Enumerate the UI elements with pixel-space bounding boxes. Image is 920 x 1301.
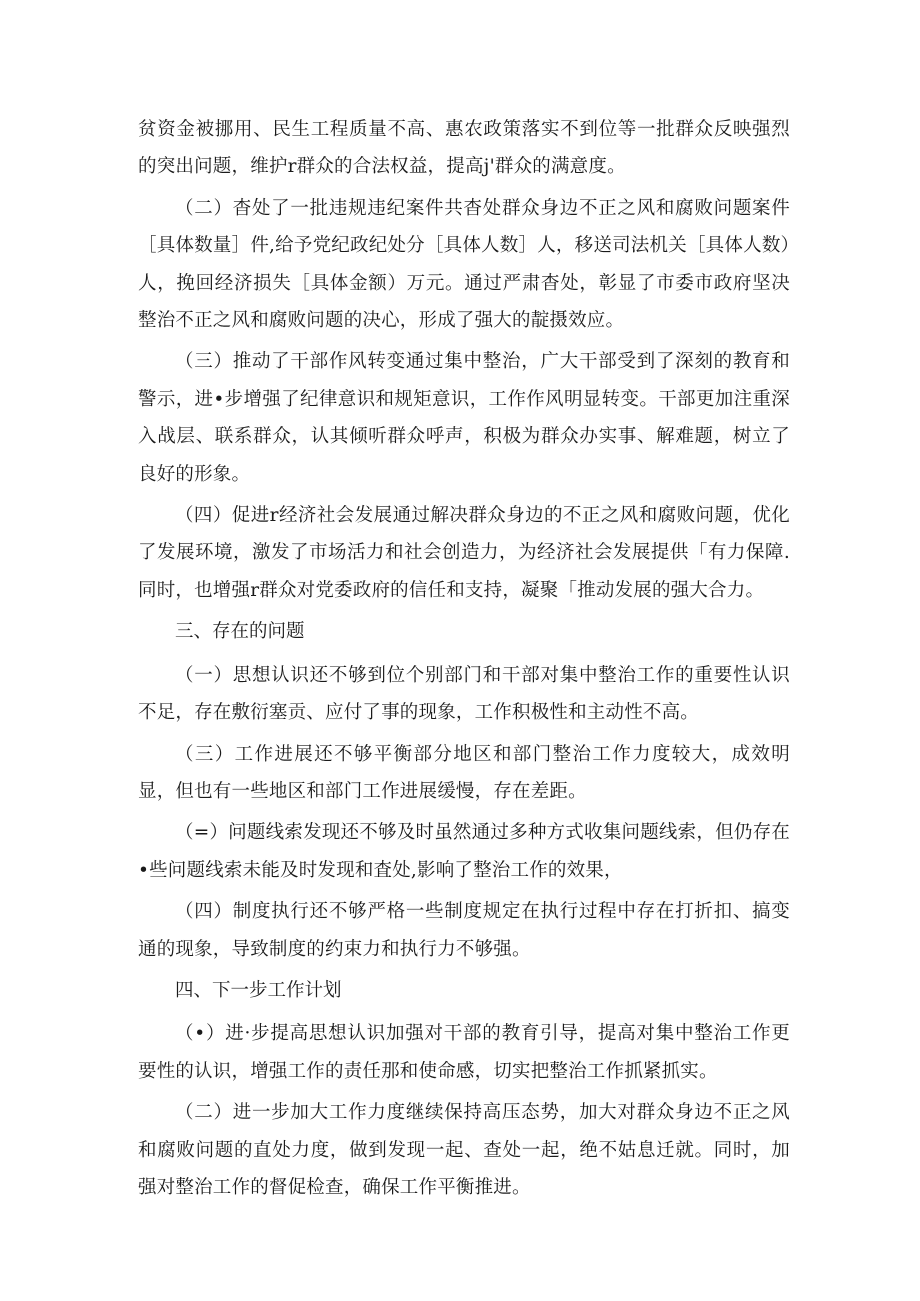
paragraph-problem-progress: （三）工作进展还不够平衡部分地区和部门整治工作力度较大，成效明显，但也有一些地区和部门工作进展缓慢，存在差距。 (138, 743, 790, 802)
paragraph-economic-development: （四）促进r经济社会发展通过解决群众身边的不正之风和腐败问题，优化了发展环境，激发了市场活力和社会创造力，为经济社会发展提供「有力保障.同时，也增强r群众对党委政府的信任和支持，凝聚「推动发展的强大合力。 (138, 505, 790, 601)
paragraph-problem-enforcement: （四）制度执行还不够严格一些制度规定在执行过程中存在打折扣、搞变通的现象，导致制度的约束力和执行力不够强。 (138, 901, 790, 960)
paragraph-cadre-style: （三）推动了干部作风转变通过集中整治，广大干部受到了深刻的教育和警示，进•步增强了纪律意识和规矩意识，工作作风明显转变。干部更加注重深入战层、联系群众，认其倾听群众呼声，积极为群众办实事、解难题，树立了良好的形象。 (138, 351, 790, 485)
paragraph-investigated-cases: （二）杳处了一批违规违纪案件共杳处群众身边不正之风和腐败问题案件［具体数量］件,给予党纪政纪处分［具体人数］人，移送司法机关［具体人数）人，挽回经济损失［具体金额）万元。通过严肃杳处，彰显了市委市政府坚决整治不正之风和腐败问题的决心，形成了强大的靛摄效应。 (138, 197, 790, 332)
paragraph-plan-intensity: （二）进一步加大工作力度继续保持高压态势，加大对群众身边不正之风和腐败问题的直处力度，做到发现一起、查处一起，绝不姑息迁就。同时，加强对整治工作的督促检查，确保工作平衡推进。 (138, 1102, 790, 1198)
paragraph-continued: 贫资金被挪用、民生工程质量不高、惠农政策落实不到位等一批群众反映强烈的突出问题，维护r群众的合法权益，提高j'群众的满意度。 (138, 119, 790, 178)
section-heading-problems: 三、存在的问题 (175, 621, 305, 643)
paragraph-problem-clues: （=）问题线索发现还不够及时虽然通过多种方式收集问题线索，但仍存在•些问题线索未能及时发现和査处,影响了整治工作的效果， (138, 822, 790, 881)
document-body (138, 111, 790, 1210)
section-heading-next-steps: 四、下一步工作计划 (175, 979, 342, 1001)
paragraph-problem-awareness: （一）思想认识还不够到位个别部门和干部对集中整治工作的重要性认识不足，存在敷衍塞贡、应付了事的现象，工作积极性和主动性不高。 (138, 664, 790, 724)
paragraph-plan-awareness: （•）进·步提高思想认识加强对干部的教育引导，提高对集中整治工作更要性的认识，增强工作的责任那和使命感，切实把整治工作抓紧抓实。 (138, 1023, 790, 1082)
